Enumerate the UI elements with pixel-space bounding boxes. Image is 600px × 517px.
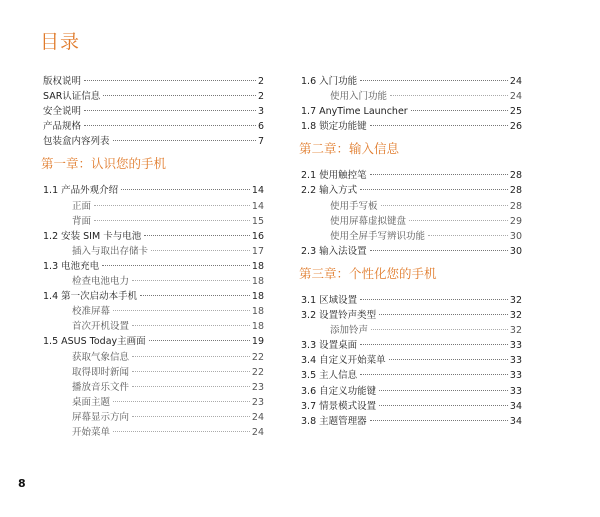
- toc-entry-page: 24: [509, 76, 522, 87]
- toc-entry-label: 1.1 产品外观介绍: [43, 185, 119, 197]
- toc-entry-label: 播放音乐文件: [72, 381, 130, 393]
- toc-entry-page: 16: [251, 230, 264, 242]
- dot-leader: [360, 189, 508, 190]
- dot-leader: [102, 265, 250, 266]
- toc-entry-label: 校准屏幕: [72, 306, 111, 318]
- toc-entry-label: 3.4 自定义开始菜单: [301, 355, 386, 367]
- dot-leader: [370, 420, 508, 421]
- dot-leader: [132, 416, 250, 417]
- toc-entry-label: 1.3 电池充电: [43, 260, 100, 272]
- dot-leader: [409, 220, 508, 221]
- toc-entry-page: 33: [509, 355, 522, 367]
- toc-entry-label: 1.6 入门功能: [301, 76, 358, 87]
- dot-leader: [360, 80, 508, 81]
- toc-entry[interactable]: [43, 119, 264, 134]
- toc-entry[interactable]: [43, 199, 264, 214]
- toc-entry-label: 2.3 输入法设置: [301, 245, 367, 257]
- toc-entry-page: 28: [509, 185, 522, 197]
- toc-entry-page: 29: [509, 215, 522, 227]
- toc-entry-page: 25: [509, 106, 522, 118]
- toc-entry-label: 2.1 使用触控笔: [301, 170, 367, 182]
- dot-leader: [132, 386, 250, 387]
- toc-entry-page: 32: [509, 310, 522, 322]
- toc-entry-page: 30: [509, 245, 522, 257]
- toc-entry-label: 安全说明: [43, 106, 82, 118]
- toc-entry[interactable]: [301, 384, 522, 399]
- dot-leader: [94, 205, 250, 206]
- toc-entry[interactable]: [301, 104, 522, 119]
- toc-entry-page: 32: [509, 294, 522, 306]
- toc-entry[interactable]: [301, 199, 522, 214]
- toc-entry-page: 33: [509, 340, 522, 352]
- toc-entry[interactable]: [301, 168, 522, 183]
- dot-leader: [390, 95, 508, 96]
- toc-entry-label: 版权说明: [43, 76, 82, 87]
- toc-entry[interactable]: [301, 338, 522, 353]
- toc-entry[interactable]: [43, 229, 264, 244]
- dot-leader: [370, 174, 508, 175]
- toc-entry-page: 18: [251, 260, 264, 272]
- toc-entry-page: 18: [251, 276, 264, 288]
- dot-leader: [113, 310, 250, 311]
- toc-chapter-1-continued: [301, 74, 522, 134]
- toc-entry[interactable]: [43, 350, 264, 365]
- toc-entry[interactable]: [43, 104, 264, 119]
- dot-leader: [371, 329, 508, 330]
- toc-entry[interactable]: [301, 119, 522, 134]
- dot-leader: [428, 235, 508, 236]
- dot-leader: [132, 356, 250, 357]
- toc-entry[interactable]: [43, 244, 264, 259]
- toc-entry-page: 28: [509, 170, 522, 182]
- toc-entry-page: 15: [251, 215, 264, 227]
- toc-entry-page: 26: [509, 121, 522, 133]
- toc-entry[interactable]: [43, 259, 264, 274]
- toc-entry-page: 7: [257, 136, 264, 148]
- toc-entry-page: 24: [251, 426, 264, 438]
- dot-leader: [411, 110, 508, 111]
- toc-entry-label: 正面: [72, 200, 92, 212]
- toc-entry-page: 24: [251, 411, 264, 423]
- toc-front-matter: [43, 74, 264, 149]
- toc-entry[interactable]: [43, 365, 264, 380]
- toc-chapter-3-entries: [301, 293, 522, 429]
- toc-entry-page: 30: [509, 230, 522, 242]
- toc-entry-page: 6: [257, 121, 264, 133]
- dot-leader: [132, 371, 250, 372]
- dot-leader: [113, 401, 250, 402]
- toc-entry-label: 桌面主题: [72, 396, 111, 408]
- toc-entry-label: 使用手写板: [330, 200, 378, 212]
- toc-entry-page: 18: [251, 291, 264, 303]
- dot-leader: [381, 205, 508, 206]
- toc-entry-label: 开始菜单: [72, 426, 111, 438]
- toc-entry-label: 1.2 安装 SIM 卡与电池: [43, 230, 142, 242]
- toc-entry-label: 检查电池电力: [72, 276, 130, 288]
- toc-entry-label: 3.2 设置铃声类型: [301, 310, 377, 322]
- toc-entry-page: 33: [509, 385, 522, 397]
- toc-entry-page: 2: [257, 76, 264, 87]
- dot-leader: [149, 340, 250, 341]
- toc-entry-label: 1.8 锁定功能键: [301, 121, 367, 133]
- toc-entry-page: 14: [251, 185, 264, 197]
- toc-entry-label: 包装盒内容列表: [43, 136, 110, 148]
- toc-entry-label: 使用全屏手写辨识功能: [330, 230, 426, 242]
- dot-leader: [84, 80, 256, 81]
- toc-entry[interactable]: [301, 353, 522, 368]
- dot-leader: [360, 374, 508, 375]
- toc-entry[interactable]: [301, 293, 522, 308]
- dot-leader: [360, 299, 508, 300]
- chapter-1-heading: 第一章：认识您的手机: [41, 156, 167, 172]
- toc-entry-page: 34: [509, 400, 522, 412]
- toc-entry-label: 1.7 AnyTime Launcher: [301, 106, 408, 118]
- toc-entry-page: 32: [509, 325, 522, 337]
- toc-entry-page: 17: [251, 245, 264, 257]
- toc-entry[interactable]: [43, 304, 264, 319]
- toc-entry-page: 24: [509, 91, 522, 103]
- toc-entry[interactable]: [301, 74, 522, 89]
- toc-entry-label: 屏幕显示方向: [72, 411, 130, 423]
- toc-entry-label: 3.8 主题管理器: [301, 415, 367, 427]
- toc-entry-page: 18: [251, 306, 264, 318]
- dot-leader: [389, 359, 508, 360]
- toc-entry-label: 取得即时新闻: [72, 366, 130, 378]
- toc-entry[interactable]: [301, 183, 522, 198]
- toc-entry-label: 2.2 输入方式: [301, 185, 358, 197]
- toc-entry[interactable]: [301, 308, 522, 323]
- dot-leader: [103, 95, 256, 96]
- dot-leader: [132, 280, 250, 281]
- toc-left-column: [43, 74, 264, 440]
- toc-entry[interactable]: [43, 289, 264, 304]
- dot-leader: [113, 140, 256, 141]
- toc-entry-page: 23: [251, 396, 264, 408]
- toc-entry[interactable]: [301, 368, 522, 383]
- dot-leader: [370, 250, 508, 251]
- toc-entry-page: 14: [251, 200, 264, 212]
- toc-entry[interactable]: [43, 134, 264, 149]
- dot-leader: [113, 431, 250, 432]
- toc-entry-page: 22: [251, 366, 264, 378]
- page-number: 8: [18, 477, 26, 490]
- page-title: 目录: [40, 31, 81, 53]
- toc-chapter-2-entries: [301, 168, 522, 259]
- toc-entry-page: 2: [257, 91, 264, 103]
- toc-entry-label: SAR认证信息: [43, 91, 101, 103]
- dot-leader: [360, 344, 508, 345]
- toc-entry[interactable]: [43, 395, 264, 410]
- dot-leader: [132, 325, 250, 326]
- toc-entry[interactable]: [301, 414, 522, 429]
- chapter-2-heading: 第二章：输入信息: [299, 141, 400, 157]
- toc-entry[interactable]: [43, 274, 264, 289]
- toc-entry-label: 3.3 设置桌面: [301, 340, 358, 352]
- toc-entry-page: 28: [509, 200, 522, 212]
- dot-leader: [140, 295, 250, 296]
- toc-entry[interactable]: [43, 89, 264, 104]
- toc-entry-page: 3: [257, 106, 264, 118]
- toc-entry-page: 18: [251, 321, 264, 333]
- chapter-3-heading: 第三章：个性化您的手机: [299, 265, 437, 281]
- toc-entry[interactable]: [43, 380, 264, 395]
- toc-entry-label: 使用屏幕虚拟键盘: [330, 215, 407, 227]
- toc-entry-page: 22: [251, 351, 264, 363]
- toc-entry-label: 添加铃声: [330, 325, 369, 337]
- dot-leader: [379, 405, 508, 406]
- toc-entry-page: 19: [251, 336, 264, 348]
- dot-leader: [379, 314, 508, 315]
- toc-entry-label: 3.7 情景模式设置: [301, 400, 377, 412]
- toc-chapter-1-entries: [43, 183, 264, 440]
- toc-entry[interactable]: [301, 399, 522, 414]
- toc-entry-label: 3.5 主人信息: [301, 370, 358, 382]
- dot-leader: [84, 110, 256, 111]
- dot-leader: [84, 125, 256, 126]
- dot-leader: [370, 125, 508, 126]
- toc-entry-label: 3.6 自定义功能键: [301, 385, 377, 397]
- toc-entry-label: 1.5 ASUS Today主画面: [43, 336, 146, 348]
- toc-entry[interactable]: [301, 323, 522, 338]
- toc-entry-label: 3.1 区域设置: [301, 294, 358, 306]
- dot-leader: [379, 390, 508, 391]
- toc-entry-page: 33: [509, 370, 522, 382]
- toc-entry-label: 获取气象信息: [72, 351, 130, 363]
- toc-entry[interactable]: [301, 89, 522, 104]
- dot-leader: [144, 235, 250, 236]
- toc-entry-label: 插入与取出存储卡: [72, 245, 149, 257]
- toc-entry[interactable]: [43, 425, 264, 440]
- toc-entry-label: 首次开机设置: [72, 321, 130, 333]
- toc-entry[interactable]: [43, 319, 264, 334]
- toc-entry-label: 产品规格: [43, 121, 82, 133]
- toc-entry-label: 背面: [72, 215, 92, 227]
- toc-entry[interactable]: [43, 410, 264, 425]
- toc-entry[interactable]: [43, 74, 264, 89]
- toc-entry[interactable]: [43, 183, 264, 198]
- toc-right-column: [301, 74, 522, 429]
- toc-entry[interactable]: [301, 229, 522, 244]
- toc-entry[interactable]: [43, 214, 264, 229]
- toc-entry-page: 23: [251, 381, 264, 393]
- toc-entry[interactable]: [301, 244, 522, 259]
- toc-entry-page: 34: [509, 415, 522, 427]
- toc-entry-label: 使用入门功能: [330, 91, 388, 103]
- dot-leader: [151, 250, 250, 251]
- dot-leader: [121, 189, 250, 190]
- toc-entry[interactable]: [43, 334, 264, 349]
- dot-leader: [94, 220, 250, 221]
- toc-entry-label: 1.4 第一次启动本手机: [43, 291, 138, 303]
- toc-entry[interactable]: [301, 214, 522, 229]
